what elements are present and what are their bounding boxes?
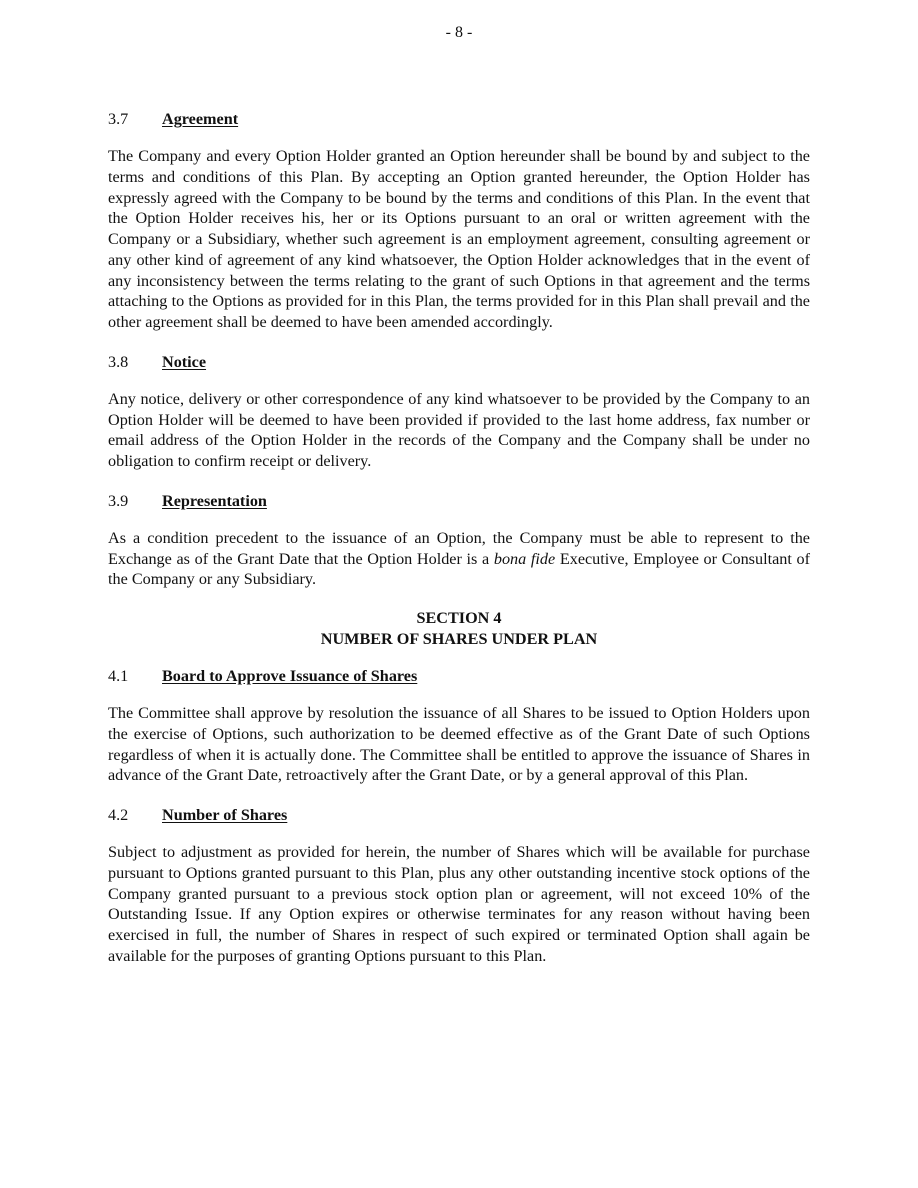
section-number: 3.8	[108, 352, 129, 371]
section-title: Number of Shares	[162, 806, 288, 824]
paragraph-notice: Any notice, delivery or other correspondence of any kind whatsoever to be provided by the Company to an Option Holder will be deemed to have been provided if provided to the last home address, fax number or email address of the Option Holder in the records of the Company and the Company shall be under no obligation to confirm receipt or delivery.	[108, 389, 810, 470]
section-heading-4-1	[108, 665, 810, 687]
document-body	[108, 108, 810, 967]
paragraph-board-approve: The Committee shall approve by resolution the issuance of all Shares to be issued to Option Holders upon the exercise of Options, such authorization to be deemed effective as of the Grant Date of such Options regardless of when it is actually done. The Committee shall be entitled to approve the issuance of Shares in advance of the Grant Date, retroactively after the Grant Date, or by a general approval of this Plan.	[108, 704, 810, 785]
section-title: Representation	[162, 491, 267, 510]
section-heading-3-8	[108, 351, 810, 373]
section-title: Notice	[162, 352, 207, 371]
section-number: 3.7	[108, 110, 129, 128]
section-title: Agreement	[162, 110, 239, 128]
section-number: 4.2	[108, 806, 129, 824]
section-4-line1: SECTION 4	[416, 609, 502, 627]
section-heading-3-7	[108, 108, 810, 130]
page-number: - 8 -	[445, 24, 473, 41]
section-heading-3-9	[108, 490, 810, 512]
paragraph-representation: As a condition precedent to the issuance of an Option, the Company must be able to represent to the Exchange as of the Grant Date that the Option Holder is a bona fide Executive, Employee or Consultant of the Company or any Subsidiary.	[108, 528, 810, 589]
section-number: 3.9	[108, 491, 129, 510]
italic-bona-fide: bona fide	[493, 549, 556, 568]
section-title: Board to Approve Issuance of Shares	[162, 667, 418, 685]
section-number: 4.1	[108, 667, 129, 685]
section-4-title	[108, 608, 810, 649]
paragraph-number-of-shares: Subject to adjustment as provided for herein, the number of Shares which will be available for purchase pursuant to Options granted pursuant to this Plan, plus any other outstanding incentive stock options of the Company granted pursuant to a previous stock option plan or agreement, will not exceed 10% of the Outstanding Issue. If any Option expires or otherwise terminates for any reason without having been exercised in full, the number of Shares in respect of such expired or terminated Option shall again be available for the purposes of granting Options pursuant to this Plan.	[108, 843, 810, 965]
section-4-line2: NUMBER OF SHARES UNDER PLAN	[320, 629, 598, 648]
paragraph-agreement: The Company and every Option Holder granted an Option hereunder shall be bound by and subject to the terms and conditions of this Plan. By accepting an Option granted hereunder, the Option Holder has expressly agreed with the Company to be bound by the terms and conditions of this Plan. In the event that the Option Holder receives his, her or its Options pursuant to an oral or written agreement with the Company or a Subsidiary, whether such agreement is an employment agreement, consulting agreement or any other kind of agreement of any kind whatsoever, the Option Holder acknowledges that in the event of any inconsistency between the terms relating to the grant of such Options in that agreement and the terms attaching to the Options as provided for in this Plan, the terms provided for in this Plan shall prevail and the other agreement shall be deemed to have been amended accordingly.	[108, 147, 810, 331]
section-heading-4-2	[108, 804, 810, 826]
